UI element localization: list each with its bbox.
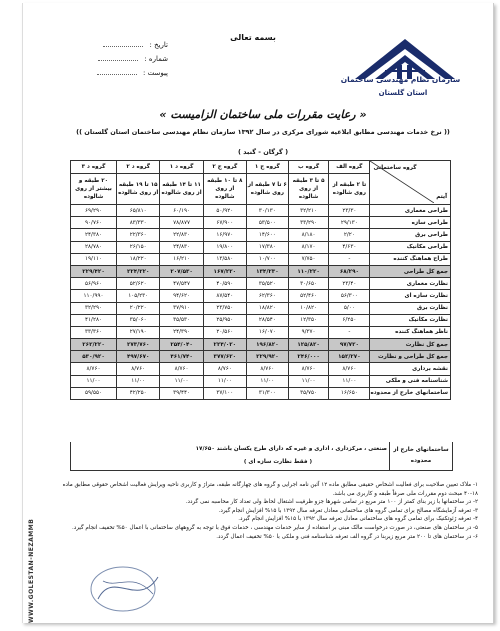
- value-cell: ۱۵۲/۲۷۰: [329, 351, 370, 363]
- value-cell: ۵۰/۹۲۰: [203, 205, 246, 217]
- value-cell: ۵۲/۴۶۰: [288, 290, 328, 302]
- footer-line1: صنعتی ، مرکزداری ، اداری و غیره که دارای طرح یکسان باشند ۱۷/۶۵۰: [195, 446, 387, 452]
- group-header: گروه د ۲: [117, 161, 160, 174]
- org-name: سازمان نظام مهندسی ساختمان: [340, 75, 461, 84]
- note-item: ۲- در ساختمانها با زیر بنای کمتر از ۱۰۰ متر مربع در تمامی شهرها جزو ظرفیت اشتغال لحاظ ولی تعداد کار محاسبه نمی گردد.: [185, 499, 478, 506]
- table-row: [71, 363, 451, 375]
- group-header: گروه ب: [288, 161, 328, 174]
- value-cell: ۲/۲۰: [329, 229, 370, 241]
- row-label: جمع کل طراحی و نظارت: [370, 351, 451, 363]
- value-cell: ۵۳/۵۰۰: [246, 217, 288, 229]
- subtitle: (( نرخ خدمات مهندسی مطابق ابلاغیه شورای مرکزی در سال ۱۳۹۲ سازمان نظام مهندسی ساختمان استان گلستان )): [76, 128, 450, 136]
- value-cell: ۴۱/۲۸۰: [71, 314, 117, 326]
- value-cell: ۳۲/۲۱۰: [288, 205, 328, 217]
- value-cell: ۸/۷۶۰: [160, 363, 203, 375]
- value-cell: ۳۳/۲۹۰: [288, 217, 328, 229]
- value-cell: ۵/۰۰: [329, 302, 370, 314]
- value-cell: ۸/۷۶۰: [117, 363, 160, 375]
- value-cell: ۶۷/۹۰۰: [203, 217, 246, 229]
- floor-header: ۶ تا ۷ طبقه از روی شالوده: [246, 174, 288, 205]
- value-cell: ۸/۱۸۰: [288, 229, 328, 241]
- notes-section: [53, 481, 478, 541]
- value-cell: ۳۳/۳۶۰: [71, 326, 117, 338]
- value-cell: ۱۶/۲۱۰: [160, 253, 203, 265]
- value-cell: ۱۳۴/۲۳۰: [246, 265, 288, 277]
- value-cell: ۵۲/۶۲۰: [117, 278, 160, 290]
- row-label: طراحی برق: [370, 229, 451, 241]
- value-cell: ۶/۲۵۰: [329, 314, 370, 326]
- value-cell: ۲۲۹/۴۲۰: [71, 265, 117, 277]
- row-label: نقشه برداری: [370, 363, 451, 375]
- value-cell: ۳۵/۵۲۰: [246, 278, 288, 290]
- value-cell: ۳۵/۵۳۰: [160, 314, 203, 326]
- value-cell: ۹/۳۷۰: [288, 326, 328, 338]
- number-label: شماره :: [144, 55, 168, 63]
- value-cell: ۶۹/۲۹۰: [71, 205, 117, 217]
- floor-header: ۵ تا ۳ طبقه از روی شالوده: [288, 174, 328, 205]
- floor-header: ۱۱ تا ۱۴ طبقه از روی شالوده: [160, 174, 203, 205]
- table-header-row: [71, 161, 451, 174]
- value-cell: ۲۲۴/۰۲۰: [203, 339, 246, 351]
- attach-field: [78, 69, 168, 77]
- row-label: ناظر هماهنگ کننده: [370, 326, 451, 338]
- group-header: گروه ج ۲: [203, 161, 246, 174]
- number-line: [98, 60, 138, 61]
- note-item: ۶- در ساختمان های تا ۲۰۰ متر مربع زیربنا در گروه الف تعرفه شناسنامه فنی و ملکی با ۵۰% تخفیف اعمال گردد.: [216, 533, 478, 540]
- value-cell: ۱۱/۰۰: [288, 375, 328, 387]
- value-cell: ۲۳/۳۰: [329, 205, 370, 217]
- note-item: ۳- تعرفه آزمایشگاه مصالح برای تمامی گروه های ساختمانی معادل تعرفه سال ۱۳۹۲ با ۱۵% افزایش انجام گیرد.: [218, 507, 478, 514]
- value-cell: ۲۲۹/۹۲۰: [246, 351, 288, 363]
- value-cell: ۱۰۵/۲۳۰: [117, 290, 160, 302]
- value-cell: ۱۹/۸۰۰: [203, 241, 246, 253]
- table-row: [71, 387, 451, 399]
- value-cell: ۳۰/۱۳۰: [246, 205, 288, 217]
- value-cell: ۲۷/۱۹۰: [117, 326, 160, 338]
- table-row: [71, 278, 451, 290]
- value-cell: ۲۵۴/۰۴۰: [160, 339, 203, 351]
- value-cell: ۴۰/۵۹۰: [203, 278, 246, 290]
- table-row: [71, 265, 451, 277]
- row-label: نظارت معماری: [370, 278, 451, 290]
- value-cell: ۲۰/۵۶۰: [203, 326, 246, 338]
- value-cell: ۳۰/۶۵۰: [288, 278, 328, 290]
- group-header: گروه د ۳: [71, 161, 117, 174]
- table-row: [71, 241, 451, 253]
- note-item: ۵- در ساختمان های صنعتی، در صورت درخواست مالک مبنی بر استفاده از سایر خدمات مهندسی ، خدمات فوق با توجه به گروههای ساختمانی با اعمال ۵۰% تخفیف انجام گیرد.: [71, 524, 478, 531]
- side-watermark: [25, 303, 41, 623]
- row-label: طراحی مکانیک: [370, 241, 451, 253]
- value-cell: ۱۶/۹۷۰: [203, 229, 246, 241]
- value-cell: ۸/۷۶۰: [329, 363, 370, 375]
- floor-header: ۲۰ طبقه و بیشتر از روی شالوده: [71, 174, 117, 205]
- date-line: [103, 46, 143, 47]
- signature-stamp: [83, 559, 173, 617]
- floor-header: ۸ تا ۱۰ طبقه از روی شالوده: [203, 174, 246, 205]
- value-cell: ۱۰/۸۲۰: [288, 302, 328, 314]
- value-cell: ۱۱۰/۲۲۰: [288, 265, 328, 277]
- row-label: نظارت سازه ای: [370, 290, 451, 302]
- row-label: جمع کل نظارت: [370, 339, 451, 351]
- value-cell: ۹۷/۷۲۰: [329, 339, 370, 351]
- table-row: [71, 326, 451, 338]
- attach-line: [97, 74, 137, 75]
- value-cell: ۲۵/۹۵۰: [203, 314, 246, 326]
- value-cell: ۵۶/۳۰۰: [329, 290, 370, 302]
- table-corner-cell: [370, 161, 451, 205]
- value-cell: ۹۴/۶۲۰: [160, 290, 203, 302]
- value-cell: ۲۲/۸۳۰: [160, 229, 203, 241]
- region-label: ( گرگان - گنبد ): [237, 148, 289, 156]
- group-header: گروه د ۱: [160, 161, 203, 174]
- value-cell: ۱۹۶/۸۲۰: [246, 339, 288, 351]
- value-cell: ۳۱/۳۰۰: [246, 387, 288, 399]
- value-cell: ۱۰/۷۰۰: [246, 253, 288, 265]
- value-cell: ۵۹/۵۵۰: [71, 387, 117, 399]
- value-cell: -: [329, 253, 370, 265]
- number-field: [78, 55, 168, 63]
- value-cell: ۱۹/۱۱۰: [71, 253, 117, 265]
- value-cell: ۴۹۷/۶۷۰: [117, 351, 160, 363]
- value-cell: ۳۷/۱۰۰: [203, 387, 246, 399]
- corner-bottom-label: آیتم: [436, 194, 447, 200]
- value-cell: ۲۳/۴۰: [329, 278, 370, 290]
- table-row: [71, 290, 451, 302]
- value-cell: ۸/۷۶۰: [246, 363, 288, 375]
- footer-side-label: ساختمانهای خارج از محدوده: [389, 442, 452, 470]
- basmala: بسمه تعالی: [230, 33, 276, 42]
- value-cell: ۲۹/۱۳۰: [329, 217, 370, 229]
- value-cell: ۲۴۶/۰۰۰: [288, 351, 328, 363]
- value-cell: ۳۹/۴۴۰: [160, 387, 203, 399]
- table-row: [71, 229, 451, 241]
- value-cell: ۸/۱۷۰: [288, 241, 328, 253]
- note-item: ۱- ملاک تعیین صلاحیت برای فعالیت اشخاص حقیقی مطابق ماده ۱۲ آئین نامه اجرایی و گروه های چهارگانه طبقه، متراژ و کاربری ناحیه ویرایش فعالیت اشخاص حقوقی مطابق ماده ۱۸-۴۰ مبحث دوم مقررات ملی صرفاً طبقه و کاربری می باشد.: [62, 482, 478, 497]
- value-cell: ۳۷۷/۶۲۰: [203, 351, 246, 363]
- value-cell: ۲۸/۷۸۰: [71, 241, 117, 253]
- value-cell: ۲۶/۱۵۰: [117, 241, 160, 253]
- value-cell: ۳۲/۲۹۰: [71, 302, 117, 314]
- row-label: نظارت برق: [370, 302, 451, 314]
- note-item: ۴- تعرفه ژئوتکنیک برای تمامی گروه های ساختمانی معادل تعرفه سال ۱۳۹۲ با ۱۵% افزایش انجام گیرد.: [238, 516, 478, 523]
- value-cell: ۶۸/۲۹۰: [329, 265, 370, 277]
- value-cell: ۸/۷۶۰: [288, 363, 328, 375]
- row-label: طراحی معماری: [370, 205, 451, 217]
- value-cell: ۸۷/۵۴۰: [203, 290, 246, 302]
- corner-top-label: گروه ساختمانی: [373, 165, 417, 171]
- group-header: گروه ج ۱: [246, 161, 288, 174]
- value-cell: ۱۱/۰۰: [203, 375, 246, 387]
- value-cell: ۲۲۴/۲۲۰: [117, 265, 160, 277]
- value-cell: ۱۶/۰۷۰: [246, 326, 288, 338]
- value-cell: ۵۳۰/۹۲۰: [71, 351, 117, 363]
- page-title: « رعایت مقررات ملی ساختمان الزامیست »: [159, 108, 367, 121]
- value-cell: ۲۰/۲۲۰: [117, 302, 160, 314]
- value-cell: ۶۲/۳۶۰: [246, 290, 288, 302]
- value-cell: ۱۸/۸۲۰: [246, 302, 288, 314]
- row-label: طراحی سازه: [370, 217, 451, 229]
- value-cell: ۱۶/۶۵۰: [329, 387, 370, 399]
- value-cell: ۱۱/۰۰: [246, 375, 288, 387]
- value-cell: ۸۳/۳۳۰: [117, 217, 160, 229]
- value-cell: ۲۲/۳۶۰: [117, 229, 160, 241]
- table-row: [71, 217, 451, 229]
- floor-header: ۱۵ تا ۱۹ طبقه از روی شالوده: [117, 174, 160, 205]
- tariff-table: [70, 160, 451, 400]
- table-footnote: [70, 442, 453, 471]
- value-cell: ۲۷۳/۷۶۰: [117, 339, 160, 351]
- date-field: [78, 41, 168, 49]
- value-cell: ۱۱/۰۰: [160, 375, 203, 387]
- value-cell: ۱۱۰/۹۹۰: [71, 290, 117, 302]
- value-cell: ۱۳/۵۸۰: [203, 253, 246, 265]
- value-cell: ۵۶/۹۶۰: [71, 278, 117, 290]
- table-row: [71, 339, 451, 351]
- value-cell: ۲۴/۳۸۰: [71, 229, 117, 241]
- date-label: تاریخ :: [149, 41, 168, 49]
- table-row: [71, 351, 451, 363]
- value-cell: ۷۸/۸۷۷: [160, 217, 203, 229]
- value-cell: ۱۶۷/۲۲۰: [203, 265, 246, 277]
- value-cell: ۲۴/۳۹۰: [160, 326, 203, 338]
- group-header: گروه الف: [329, 161, 370, 174]
- value-cell: -: [329, 326, 370, 338]
- value-cell: ۱۴/۶۰۰: [246, 229, 288, 241]
- value-cell: ۳۷/۹۱۰: [160, 302, 203, 314]
- table-row: [71, 302, 451, 314]
- footer-line2: ( فقط نظارت سازه ای ): [243, 459, 312, 465]
- floor-header: تا ۲ طبقه از روی شالوده: [329, 174, 370, 205]
- row-label: طراح هماهنگ کننده: [370, 253, 451, 265]
- table-row: [71, 253, 451, 265]
- value-cell: ۲۶۲/۲۲۰: [71, 339, 117, 351]
- value-cell: ۳۵/۷۵۰: [288, 387, 328, 399]
- value-cell: ۹۰/۷۶۰: [71, 217, 117, 229]
- value-cell: ۲۳/۷۵۰: [203, 302, 246, 314]
- value-cell: ۱۸/۲۲۰: [117, 253, 160, 265]
- row-label: ساختمانهای خارج از محدوده: [370, 387, 451, 399]
- value-cell: ۴۲/۲۵۰: [117, 387, 160, 399]
- value-cell: ۷/۷۵۰: [288, 253, 328, 265]
- value-cell: ۱۱/۰۰: [117, 375, 160, 387]
- value-cell: ۲۸/۵۴۰: [246, 314, 288, 326]
- value-cell: ۴۶۱/۷۴۰: [160, 351, 203, 363]
- org-province: استان گلستان: [378, 89, 428, 97]
- row-label: جمع کل طراحی: [370, 265, 451, 277]
- table-row: [71, 205, 451, 217]
- value-cell: ۱۱/۰۰: [329, 375, 370, 387]
- value-cell: ۸/۷۶۰: [203, 363, 246, 375]
- value-cell: ۳۵/۰۶۰: [117, 314, 160, 326]
- value-cell: ۶۵/۸۱۰: [117, 205, 160, 217]
- value-cell: ۱۲۵/۸۲۰: [288, 339, 328, 351]
- value-cell: ۶۰/۱۹۰: [160, 205, 203, 217]
- value-cell: ۴/۶۳۰: [329, 241, 370, 253]
- row-label: نظارت مکانیک: [370, 314, 451, 326]
- value-cell: ۲۴/۸۳۰: [160, 241, 203, 253]
- watermark-text: WWW.GOLESTAN-NEZAMMB: [28, 518, 35, 623]
- row-label: شناسنامه فنی و ملکی: [370, 375, 451, 387]
- value-cell: ۲۰۷/۵۳۰: [160, 265, 203, 277]
- table-row: [71, 314, 451, 326]
- attach-label: پیوست :: [143, 69, 168, 77]
- table-row: [71, 375, 451, 387]
- value-cell: ۴۷/۵۴۷: [160, 278, 203, 290]
- value-cell: ۱۱/۰۰: [71, 375, 117, 387]
- value-cell: ۱۷/۳۸۰: [246, 241, 288, 253]
- value-cell: ۸/۷۶۰: [71, 363, 117, 375]
- value-cell: ۱۲/۳۵۰: [288, 314, 328, 326]
